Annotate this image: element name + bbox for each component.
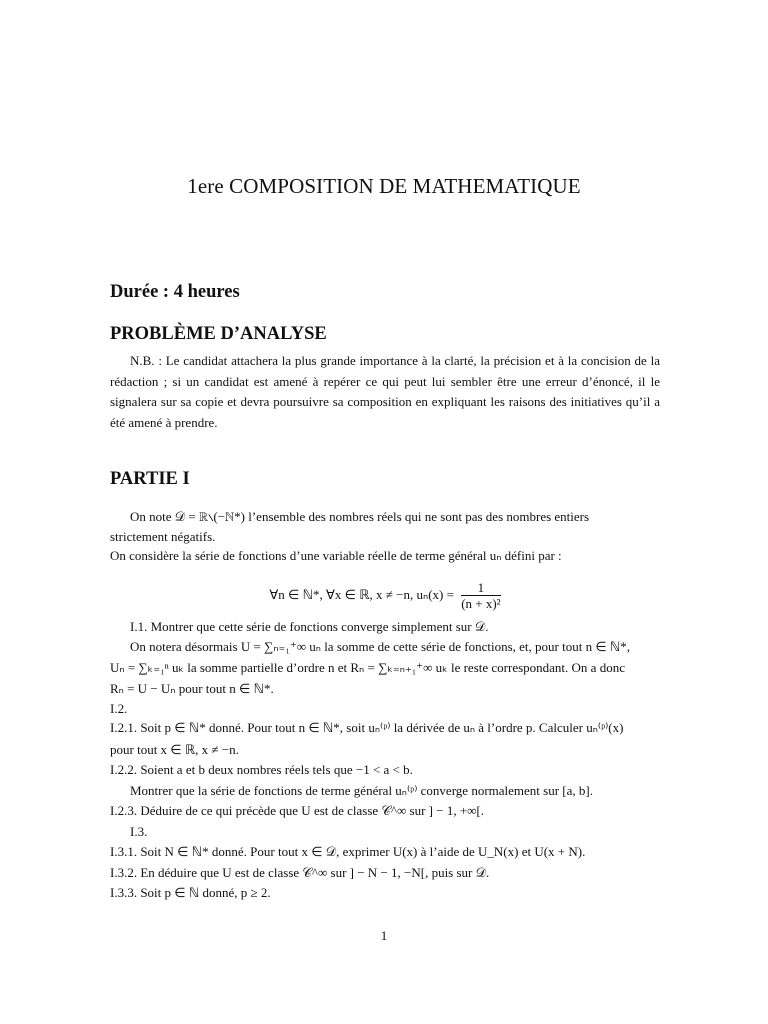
- question-i2: I.2.: [110, 701, 128, 716]
- question-i31: I.3.1. Soit N ∈ ℕ* donné. Pour tout x ∈ 𝒟, exprimer U(x) à l’aide de U_N(x) et U(x + N).: [110, 844, 586, 859]
- page-number: 1: [380, 928, 388, 943]
- question-i32: I.3.2. En déduire que U est de classe 𝒞^∞ sur ] − N − 1, −N[, puis sur 𝒟.: [110, 865, 490, 880]
- part-heading: PARTIE I: [110, 469, 190, 489]
- duration-heading: Durée : 4 heures: [110, 282, 240, 302]
- question-i1-notation-1: On notera désormais U = ∑ₙ₌₁⁺∞ uₙ la somme de cette série de fonctions, et, pour tout n ∈ ℕ*,: [130, 639, 631, 654]
- question-i22-line-2: Montrer que la série de fonctions de terme général uₙ⁽ᵖ⁾ converge normalement sur [a, b].: [130, 783, 593, 798]
- intro-line-3: On considère la série de fonctions d’une variable réelle de terme général uₙ défini par :: [110, 548, 562, 563]
- formula-numerator: 1: [461, 580, 500, 596]
- question-i1: I.1. Montrer que cette série de fonctions converge simplement sur 𝒟.: [130, 619, 489, 634]
- definition-formula: [110, 580, 660, 612]
- question-i1-notation-3: Rₙ = U − Uₙ pour tout n ∈ ℕ*.: [110, 681, 274, 696]
- question-i1-notation-2: Uₙ = ∑ₖ₌₁ⁿ uₖ la somme partielle d’ordre n et Rₙ = ∑ₖ₌ₙ₊₁⁺∞ uₖ le reste correspondant. On a donc: [110, 660, 625, 675]
- nb-paragraph: N.B. : Le candidat attachera la plus grande importance à la clarté, la précision et à la concision de la rédaction ; si un candidat est amené à repérer ce qui peut lui sembler être une erreur d’énoncé, il le signalera sur sa copie et devra poursuivre sa composition en expliquant les raisons des initiatives qu’il a été amené à prendre.: [110, 353, 660, 430]
- formula-fraction: [461, 580, 500, 612]
- question-i21-line-2: pour tout x ∈ ℝ, x ≠ −n.: [110, 742, 239, 757]
- formula-denominator: (n + x)²: [461, 596, 501, 611]
- question-i33: I.3.3. Soit p ∈ ℕ donné, p ≥ 2.: [110, 885, 271, 900]
- intro-line-1: On note 𝒟 = ℝ∖(−ℕ*) l’ensemble des nombres réels qui ne sont pas des nombres entiers: [130, 509, 590, 524]
- section-heading: PROBLÈME D’ANALYSE: [110, 324, 327, 344]
- question-i22-line-1: I.2.2. Soient a et b deux nombres réels tels que −1 < a < b.: [110, 762, 413, 777]
- intro-line-2: strictement négatifs.: [110, 529, 216, 544]
- formula-lhs: ∀n ∈ ℕ*, ∀x ∈ ℝ, x ≠ −n, uₙ(x) =: [269, 586, 454, 602]
- question-i3: I.3.: [130, 824, 148, 839]
- question-i21-line-1: I.2.1. Soit p ∈ ℕ* donné. Pour tout n ∈ ℕ*, soit uₙ⁽ᵖ⁾ la dérivée de uₙ à l’ordre p. Calculer uₙ⁽ᵖ⁾(x): [110, 720, 624, 735]
- question-i23: I.2.3. Déduire de ce qui précède que U est de classe 𝒞^∞ sur ] − 1, +∞[.: [110, 803, 485, 818]
- page-title: 1ere COMPOSITION DE MATHEMATIQUE: [187, 174, 581, 198]
